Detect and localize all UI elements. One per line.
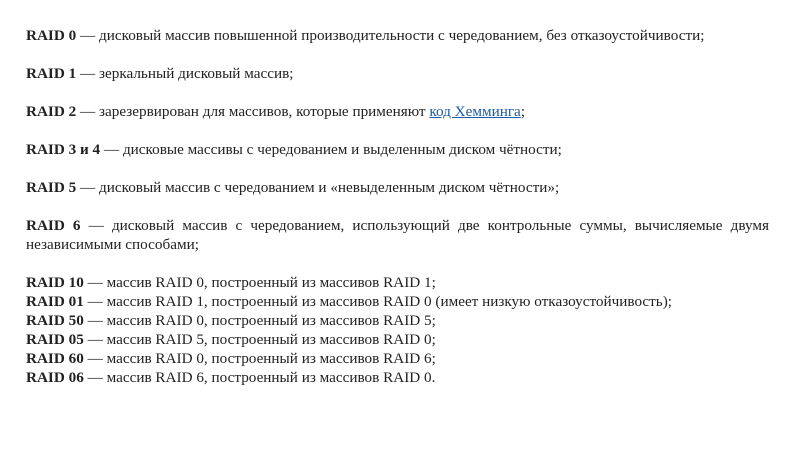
raid-1-description: — зеркальный дисковый массив; bbox=[76, 65, 294, 82]
raid-05-description: — массив RAID 5, построенный из массивов RAID 0; bbox=[83, 331, 436, 348]
hamming-code-link[interactable]: код Хемминга bbox=[429, 103, 521, 120]
raid-0-description: — дисковый массив повышенной производительности с чередованием, без отказоустойчивости; bbox=[76, 27, 705, 44]
raid-2-term: RAID 2 bbox=[26, 103, 77, 120]
raid-01-term: RAID 01 bbox=[26, 293, 84, 310]
raid-2-paragraph bbox=[26, 102, 769, 121]
raid-05-line bbox=[26, 330, 769, 349]
raid-3-4-paragraph bbox=[26, 140, 769, 159]
raid-10-description: — массив RAID 0, построенный из массивов RAID 1; bbox=[83, 274, 436, 291]
raid-6-description: — дисковый массив с чередованием, использующий две контрольные суммы, вычисляемые двумя независимыми способами; bbox=[26, 217, 769, 253]
raid-1-paragraph bbox=[26, 64, 769, 83]
raid-50-description: — массив RAID 0, построенный из массивов RAID 5; bbox=[83, 312, 436, 329]
raid-0-term: RAID 0 bbox=[26, 27, 77, 44]
raid-60-line bbox=[26, 349, 769, 368]
raid-06-term: RAID 06 bbox=[26, 369, 84, 386]
raid-60-term: RAID 60 bbox=[26, 350, 84, 367]
nested-raid-list bbox=[26, 273, 769, 387]
raid-5-term: RAID 5 bbox=[26, 179, 77, 196]
raid-6-paragraph bbox=[26, 216, 769, 254]
raid-10-term: RAID 10 bbox=[26, 274, 84, 291]
raid-2-description: — зарезервирован для массивов, которые применяют bbox=[76, 103, 430, 120]
raid-5-description: — дисковый массив с чередованием и «невыделенным диском чётности»; bbox=[76, 179, 560, 196]
raid-3-4-description: — дисковые массивы с чередованием и выделенным диском чётности; bbox=[100, 141, 562, 158]
raid-2-description-end: ; bbox=[520, 103, 526, 120]
raid-0-paragraph bbox=[26, 26, 769, 45]
raid-01-line bbox=[26, 292, 769, 311]
raid-05-term: RAID 05 bbox=[26, 331, 84, 348]
raid-6-term: RAID 6 bbox=[26, 217, 81, 234]
raid-06-line bbox=[26, 368, 769, 387]
raid-3-4-term: RAID 3 и 4 bbox=[26, 141, 101, 158]
raid-1-term: RAID 1 bbox=[26, 65, 77, 82]
raid-5-paragraph bbox=[26, 178, 769, 197]
raid-01-description: — массив RAID 1, построенный из массивов RAID 0 (имеет низкую отказоустойчивость); bbox=[83, 293, 673, 310]
raid-60-description: — массив RAID 0, построенный из массивов RAID 6; bbox=[83, 350, 436, 367]
raid-06-description: — массив RAID 6, построенный из массивов RAID 0. bbox=[83, 369, 436, 386]
raid-50-term: RAID 50 bbox=[26, 312, 84, 329]
raid-10-line bbox=[26, 273, 769, 292]
raid-50-line bbox=[26, 311, 769, 330]
